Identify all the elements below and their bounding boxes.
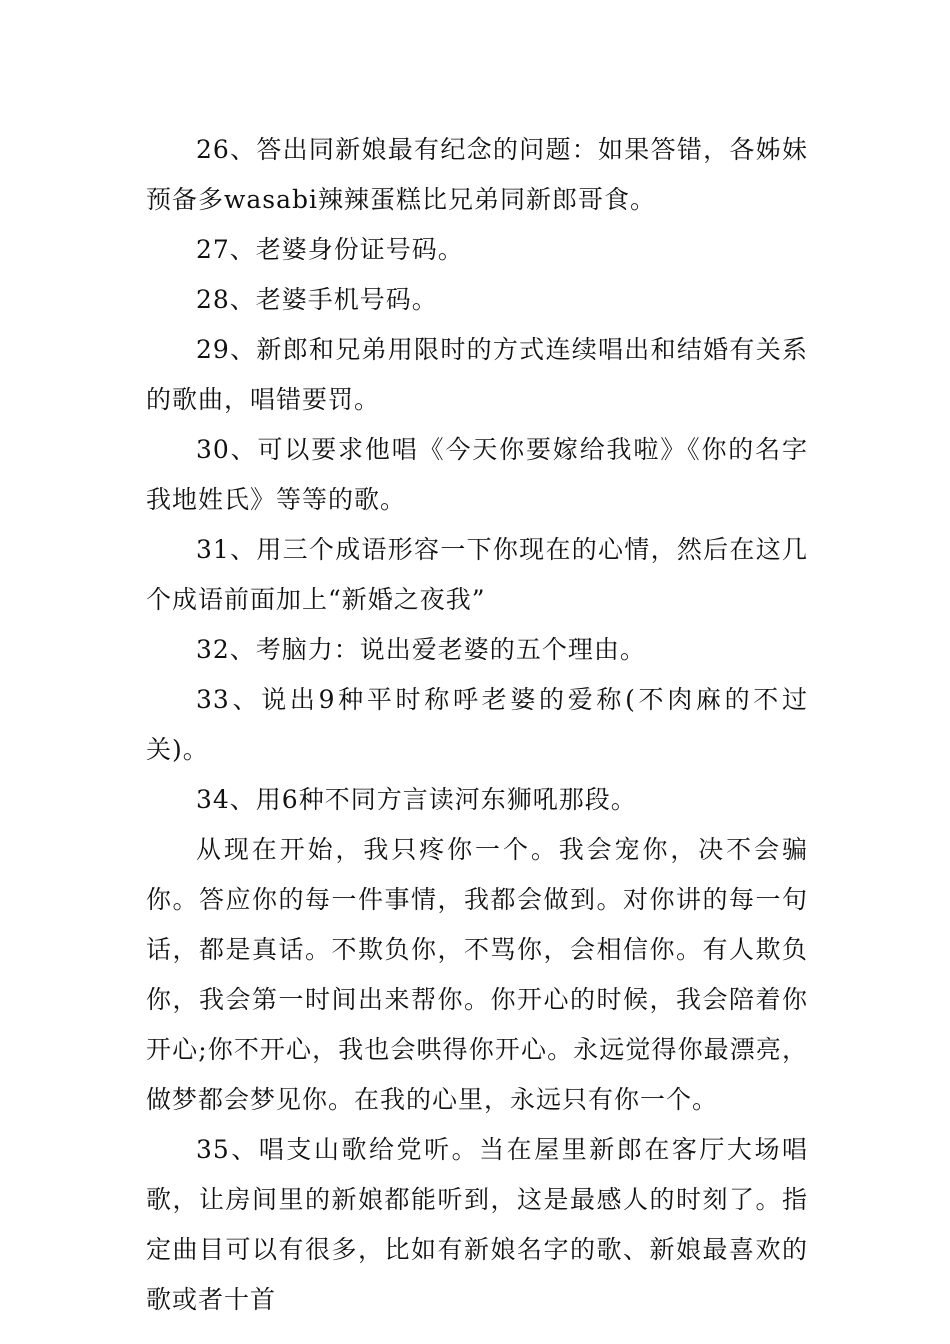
paragraph-29: 29、新郎和兄弟用限时的方式连续唱出和结婚有关系的歌曲，唱错要罚。 (146, 335, 808, 414)
paragraph-vow: 从现在开始，我只疼你一个。我会宠你，决不会骗你。答应你的每一件事情，我都会做到。对你讲的每一句话，都是真话。不欺负你，不骂你，会相信你。有人欺负你，我会第一时间出来帮你。你开心的时候，我会陪着你开心;你不开心，我也会哄得你开心。永远觉得你最漂亮，做梦都会梦见你。在我的心里，永远只有你一个。 (146, 835, 808, 1114)
paragraph-33: 33、说出9种平时称呼老婆的爱称(不肉麻的不过关)。 (146, 685, 808, 764)
paragraph-27: 27、老婆身份证号码。 (196, 235, 464, 264)
paragraph-31: 31、用三个成语形容一下你现在的心情，然后在这几个成语前面加上“新婚之夜我” (146, 535, 808, 614)
paragraph-26: 26、答出同新娘最有纪念的问题：如果答错，各姊妹预备多wasabi辣辣蛋糕比兄弟同新郎哥食。 (146, 135, 808, 214)
paragraph-30: 30、可以要求他唱《今天你要嫁给我啦》《你的名字我地姓氏》等等的歌。 (146, 435, 808, 514)
document-body (146, 125, 808, 1325)
paragraph-28: 28、老婆手机号码。 (196, 285, 438, 314)
paragraph-34: 34、用6种不同方言读河东狮吼那段。 (196, 785, 637, 814)
paragraph-35: 35、唱支山歌给党听。当在屋里新郎在客厅大场唱歌，让房间里的新娘都能听到，这是最感人的时刻了。指定曲目可以有很多，比如有新娘名字的歌、新娘最喜欢的歌或者十首 (146, 1135, 808, 1314)
paragraph-32: 32、考脑力：说出爱老婆的五个理由。 (196, 635, 646, 664)
